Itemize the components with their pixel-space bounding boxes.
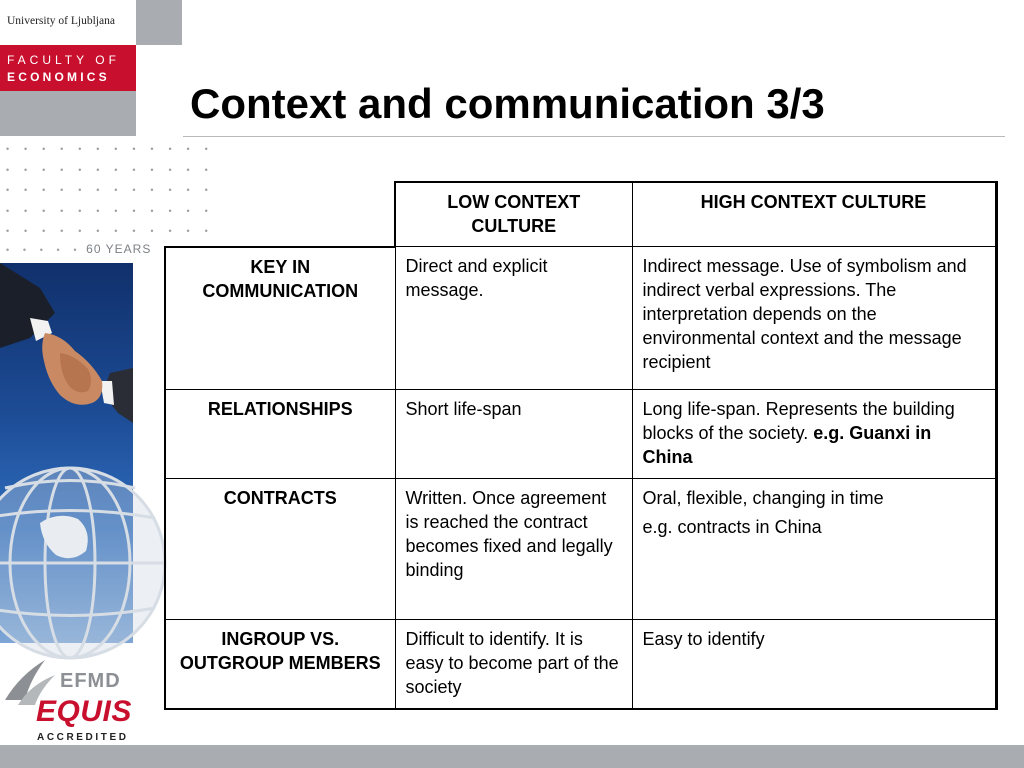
anniversary-text: 60 YEARS [86,242,152,256]
row-label-relationships: RELATIONSHIPS [165,389,395,478]
faculty-line1: FACULTY OF [7,53,120,67]
efmd-text: EFMD [60,670,121,692]
cell-high-contracts [632,478,996,619]
cell-high-contracts-text: Oral, flexible, changing in time [642,487,884,508]
faculty-logo [0,45,136,91]
handshake-globe-illustration [0,263,133,643]
cell-low-relationships: Short life-span [395,389,632,478]
accredited-text: ACCREDITED [37,732,129,743]
row-label-ingroup-outgroup: INGROUP VS. OUTGROUP MEMBERS [165,619,395,709]
header-low-context: LOW CONTEXT CULTURE [395,182,632,247]
cell-low-key-in-communication: Direct and explicit message. [395,247,632,390]
cell-low-ingroup-outgroup: Difficult to identify. It is easy to become part of the society [395,619,632,709]
university-name: University of Ljubljana [7,15,115,27]
cell-low-contracts: Written. Once agreement is reached the contract becomes fixed and legally binding [395,478,632,619]
faculty-line2: ECONOMICS [7,70,110,84]
cell-high-contracts-example: e.g. contracts in China [642,516,822,537]
comparison-table [164,181,998,710]
university-logo [0,0,136,45]
cell-high-key-in-communication: Indirect message. Use of symbolism and indirect verbal expressions. The interpretation depends on the environmental context and the message recipient [632,247,996,390]
title-divider [183,136,1005,137]
gray-band [0,91,136,136]
anniversary-mark: • • • • • 60 YEARS [6,242,152,256]
footer-bar [0,745,1024,768]
equis-text: EQUIS [36,695,132,728]
table-row [165,247,996,390]
slide-title: Context and communication 3/3 [190,80,825,127]
accreditation-logo [0,645,136,745]
table-row [165,389,996,478]
header-high-context: HIGH CONTEXT CULTURE [632,182,996,247]
handshake-globe-image [0,263,133,643]
table-header-row [165,182,996,247]
table-row [165,619,996,709]
corner-accent [136,0,182,45]
cell-high-relationships [632,389,996,478]
dot-pattern: • • • • • • • • • • • • • • • • • • • • • • • • • • • • • • • • • • • • • • • • • • • • • • • • • • • • • • • • • • • • [6,144,214,236]
corner-cell [165,182,395,247]
row-label-key-in-communication: KEY IN COMMUNICATION [165,247,395,390]
table-row [165,478,996,619]
cell-high-relationships-example: e.g. Guanxi in China [642,422,932,467]
cell-high-relationships-text: Long life-span. Represents the building blocks of the society. [642,398,955,443]
cell-high-ingroup-outgroup: Easy to identify [632,619,996,709]
row-label-contracts: CONTRACTS [165,478,395,619]
